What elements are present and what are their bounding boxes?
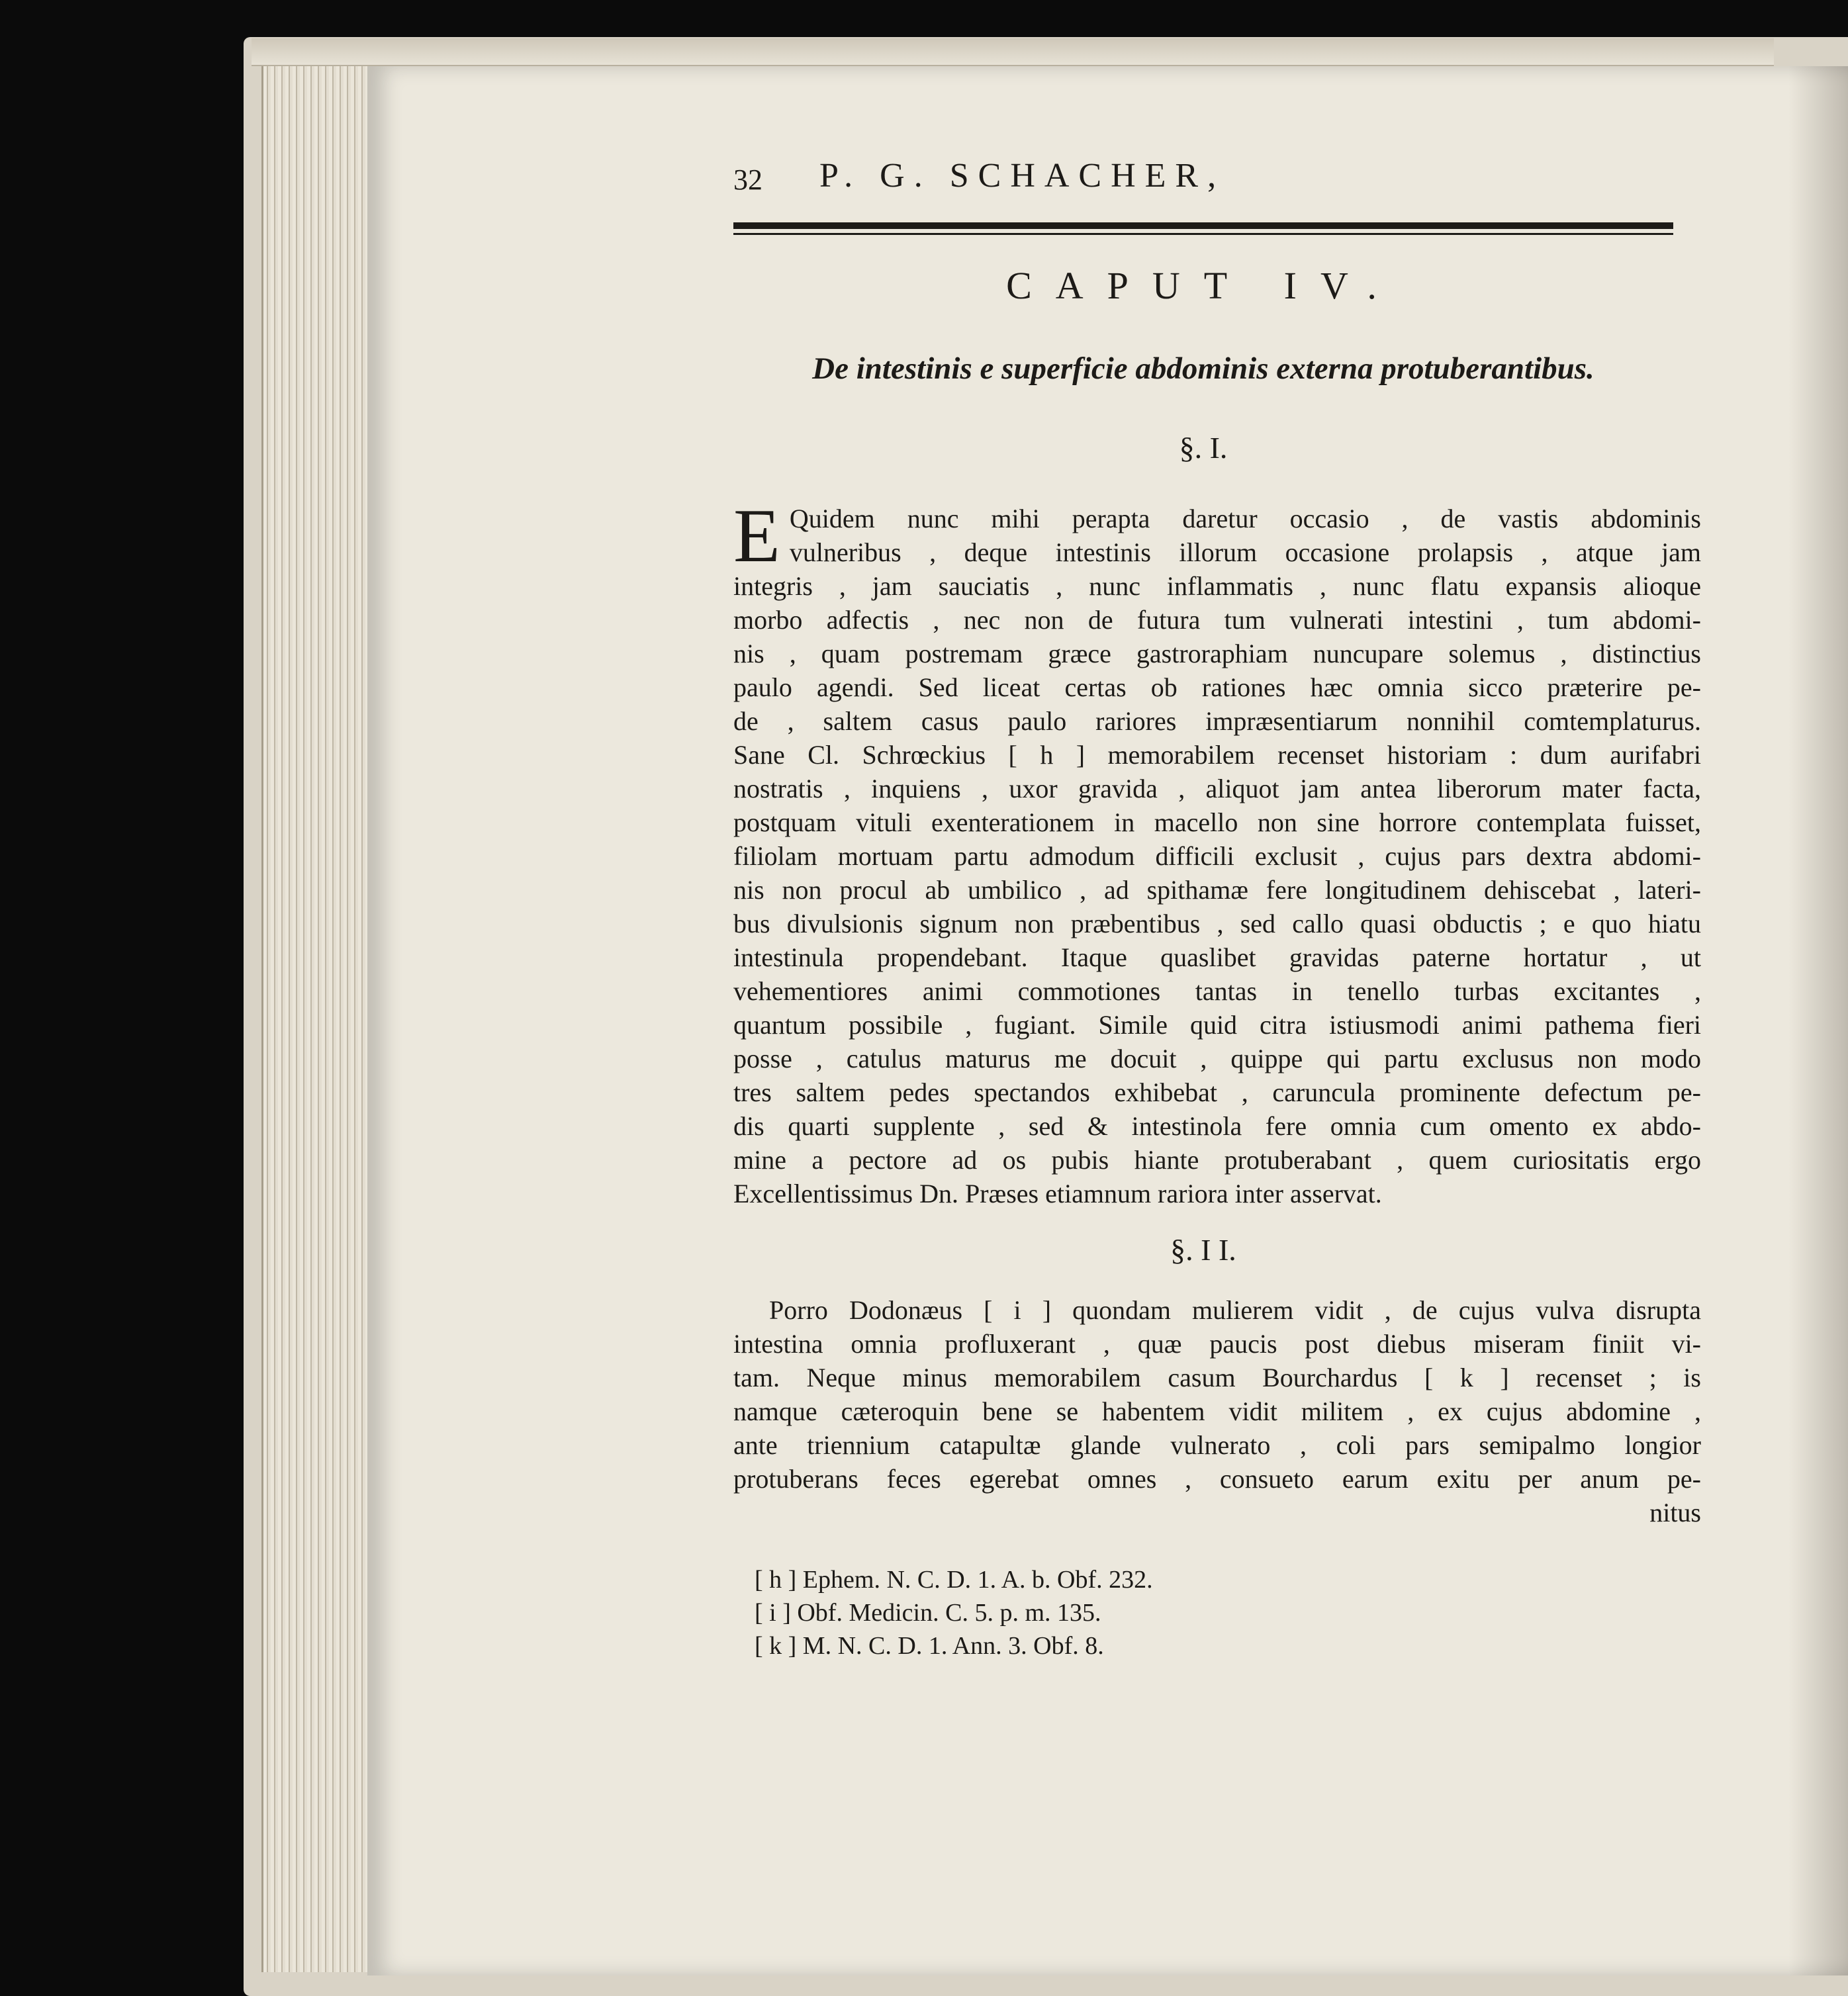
text-line: nis non procul ab umbilico , ad spithamæ fere longitudinem dehiscebat , lateri- bbox=[733, 875, 1701, 905]
running-title: P. G. SCHACHER, bbox=[819, 157, 1226, 195]
header-rule-thick bbox=[733, 222, 1673, 229]
text-line: Sane Cl. Schrœckius [ h ] memorabilem recenset historiam : dum aurifabri bbox=[733, 740, 1701, 770]
text-line: intestinula propendebant. Itaque quaslibet gravidas paterne hortatur , ut bbox=[733, 942, 1701, 972]
text-line: integris , jam sauciatis , nunc inflammatis , nunc flatu expansis alioque bbox=[733, 571, 1701, 601]
text-line: Quidem nunc mihi perapta daretur occasio , de vastis abdominis bbox=[789, 504, 1701, 533]
page-header bbox=[733, 156, 1673, 203]
section-mark-2: §. I I. bbox=[1170, 1233, 1236, 1267]
text-line: quantum possibile , fugiant. Simile quid citra istiusmodi animi pathema fieri bbox=[733, 1010, 1701, 1040]
page-gutter-shadow bbox=[1788, 66, 1848, 1975]
text-line: posse , catulus maturus me docuit , quippe qui partu exclusus non modo bbox=[733, 1044, 1701, 1073]
text-line: protuberans feces egerebat omnes , consueto earum exitu per anum pe- bbox=[733, 1464, 1701, 1494]
text-line: Excellentissimus Dn. Præses etiamnum rariora inter asservat. bbox=[733, 1179, 1382, 1208]
text-line: vehementiores animi commotiones tantas in tenello turbas excitantes , bbox=[733, 976, 1701, 1006]
text-line: vulneribus , deque intestinis illorum occasione prolapsis , atque jam bbox=[789, 537, 1701, 567]
page-number: 32 bbox=[733, 163, 762, 196]
footnotes bbox=[755, 1563, 1153, 1662]
drop-cap: E bbox=[733, 494, 780, 578]
book-top-edge bbox=[252, 38, 1774, 66]
text-line: namque cæteroquin bene se habentem vidit militem , ex cujus abdomine , bbox=[733, 1396, 1701, 1426]
text-line: filiolam mortuam partu admodum difficili exclusit , cujus pars dextra abdomi- bbox=[733, 841, 1701, 871]
text-line: tam. Neque minus memorabilem casum Bourchardus [ k ] recenset ; is bbox=[733, 1363, 1701, 1392]
page-edges bbox=[261, 66, 369, 1972]
text-line: tres saltem pedes spectandos exhibebat , caruncula prominente defectum pe- bbox=[733, 1077, 1701, 1107]
chapter-title: CAPUT IV. bbox=[1006, 264, 1401, 307]
header-rule-thin bbox=[733, 233, 1673, 235]
text-line: dis quarti supplente , sed & intestinola fere omnia cum omento ex abdo- bbox=[733, 1111, 1701, 1141]
text-line: intestina omnia profluxerant , quæ paucis post diebus miseram finiit vi- bbox=[733, 1329, 1701, 1359]
text-line: de , saltem casus paulo rariores impræsentiarum nonnihil comtemplaturus. bbox=[733, 706, 1701, 736]
footnote-k: [ k ] M. N. C. D. 1. Ann. 3. Obf. 8. bbox=[755, 1632, 1104, 1660]
text-line: bus divulsionis signum non præbentibus , sed callo quasi obductis ; e quo hiatu bbox=[733, 909, 1701, 938]
text-line: morbo adfectis , nec non de futura tum vulnerati intestini , tum abdomi- bbox=[733, 605, 1701, 635]
text-line: postquam vituli exenterationem in macello non sine horrore contemplata fuisset, bbox=[733, 807, 1701, 837]
section-mark-1: §. I. bbox=[1179, 431, 1228, 465]
section-1-paragraph bbox=[733, 494, 1701, 1210]
text-line: nis , quam postremam græce gastroraphiam nuncupare solemus , distinctius bbox=[733, 639, 1701, 668]
text-line: Porro Dodonæus [ i ] quondam mulierem vidit , de cujus vulva disrupta bbox=[769, 1295, 1701, 1325]
footnote-i: [ i ] Obf. Medicin. C. 5. p. m. 135. bbox=[755, 1599, 1101, 1627]
text-line: ante triennium catapultæ glande vulnerato , coli pars semipalmo longior bbox=[733, 1430, 1701, 1460]
footnote-h: [ h ] Ephem. N. C. D. 1. A. b. Obf. 232. bbox=[755, 1566, 1153, 1594]
chapter-subtitle: De intestinis e superficie abdominis externa protuberantibus. bbox=[812, 351, 1594, 386]
section-2-paragraph bbox=[733, 1293, 1701, 1529]
text-line: paulo agendi. Sed liceat certas ob rationes hæc omnia sicco præterire pe- bbox=[733, 672, 1701, 702]
text-line: nostratis , inquiens , uxor gravida , aliquot jam antea liberorum mater facta, bbox=[733, 774, 1701, 803]
catchword: nitus bbox=[1649, 1498, 1701, 1527]
text-line: mine a pectore ad os pubis hiante protuberabant , quem curiositatis ergo bbox=[733, 1145, 1701, 1175]
